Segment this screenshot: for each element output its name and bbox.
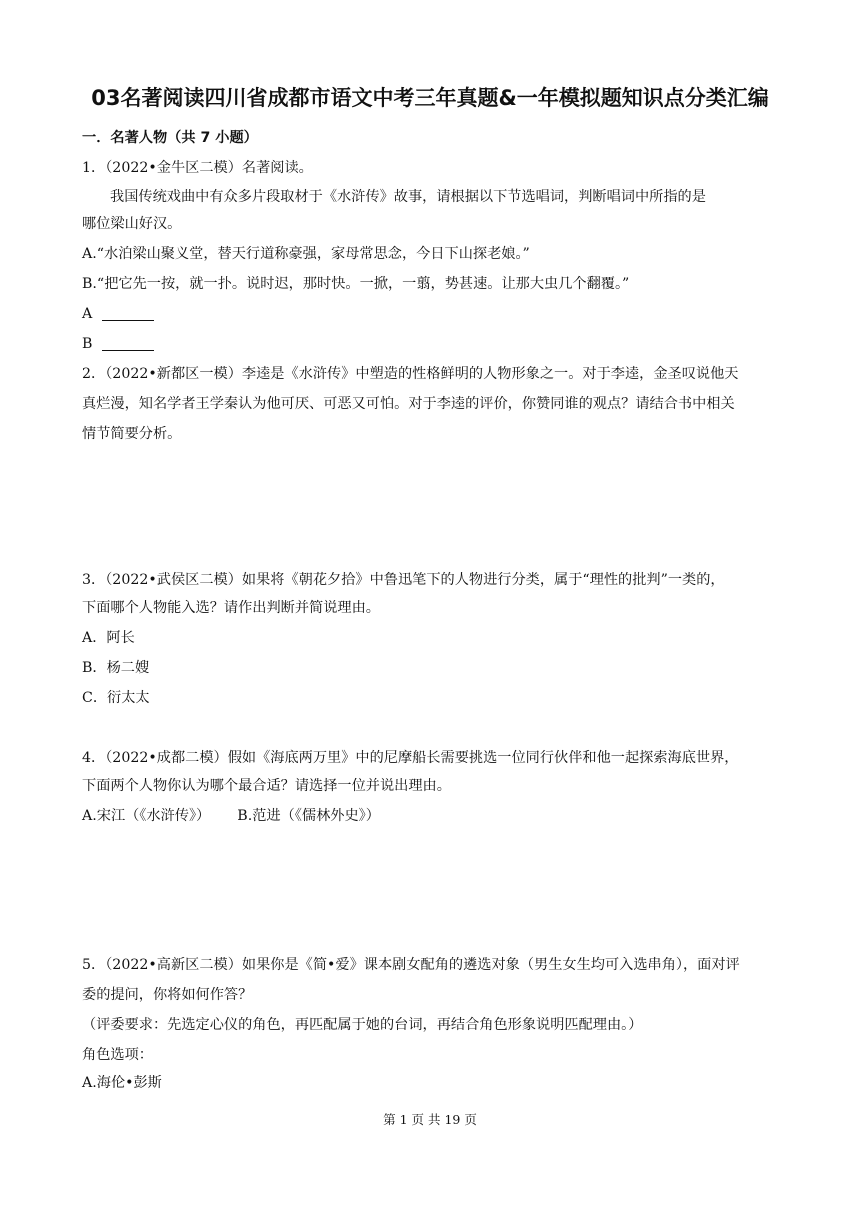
q4-line1: 4．（2022•成都二模）假如《海底两万里》中的尼摩船长需要挑选一位同行伙伴和他一起探索海底世界， (82, 750, 739, 766)
q1-option-a: A.“水泊梁山聚义堂，替天行道称豪强，家母常思念，今日下山探老娘。” (82, 246, 530, 262)
q2-line2: 真烂漫，知名学者王学秦认为他可厌、可恶又可怕。对于李逵的评价，你赞同谁的观点？请结合书中相关 (82, 396, 735, 412)
q3-option-a: A．阿长 (82, 630, 135, 646)
q1-option-b: B.“把它先一按，就一扑。说时迟，那时快。一掀，一翦，势甚速。让那大虫几个翻覆。” (82, 276, 630, 292)
q5-line4: 角色选项： (82, 1047, 153, 1063)
q1-answer-b (82, 334, 154, 354)
q1-intro-line1: 我国传统戏曲中有众多片段取材于《水浒传》故事，请根据以下节选唱词，判断唱词中所指的是 (110, 189, 706, 205)
q5-line2: 委的提问，你将如何作答？ (82, 987, 253, 1003)
q4-line2: 下面两个人物你认为哪个最合适？请选择一位并说出理由。 (82, 778, 451, 794)
q1-answer-b-blank[interactable] (102, 336, 154, 351)
document-title: 03名著阅读四川省成都市语文中考三年真题&一年模拟题知识点分类汇编 (91, 86, 769, 110)
q5-line3: （评委要求：先选定心仪的角色，再匹配属于她的台词，再结合角色形象说明匹配理由。） (82, 1017, 643, 1033)
q1-answer-b-label: B (82, 336, 93, 352)
q1-stem: 1．（2022•金牛区二模）名著阅读。 (82, 160, 313, 176)
q2-line3: 情节简要分析。 (82, 426, 182, 442)
q4-options: A.宋江（《水浒传》） B.范进（《儒林外史》） (82, 808, 380, 824)
q1-answer-a-blank[interactable] (102, 306, 154, 321)
q3-option-b: B．杨二嫂 (82, 660, 150, 676)
page-footer: 第 1 页 共 19 页 (383, 1112, 477, 1127)
section-heading: 一．名著人物（共 7 小题） (82, 130, 258, 146)
q1-intro-line2: 哪位梁山好汉。 (82, 216, 182, 232)
q3-line1: 3．（2022•武侯区二模）如果将《朝花夕拾》中鲁迅笔下的人物进行分类，属于“理性的批判”一类的， (82, 572, 725, 588)
q2-line1: 2．（2022•新都区一模）李逵是《水浒传》中塑造的性格鲜明的人物形象之一。对于李逵，金圣叹说他天 (82, 366, 739, 382)
q1-answer-a-label: A (82, 306, 93, 322)
q5-line1: 5．（2022•高新区二模）如果你是《简•爱》课本剧女配角的遴选对象（男生女生均可入选串角），面对评 (82, 957, 740, 973)
q1-answer-a (82, 304, 154, 324)
q3-line2: 下面哪个人物能入选？请作出判断并简说理由。 (82, 600, 380, 616)
q3-option-c: C．衍太太 (82, 690, 150, 706)
q5-line5: A.海伦•彭斯 (82, 1075, 162, 1091)
